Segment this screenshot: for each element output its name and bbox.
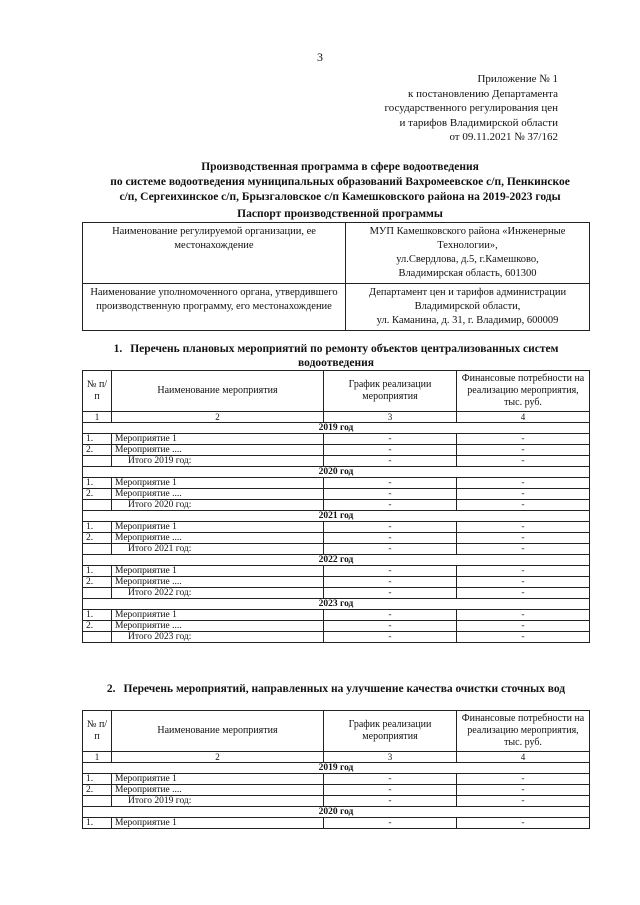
passport-row xyxy=(83,284,590,331)
table-row xyxy=(83,818,590,829)
row-schedule: - xyxy=(324,522,457,533)
title-line: по системе водоотведения муниципальных образований Вахромеевское с/п, Пенкинское xyxy=(110,176,570,188)
year-row xyxy=(83,807,590,818)
year-label: 2019 год xyxy=(83,763,590,774)
row-schedule: - xyxy=(324,533,457,544)
passport-value xyxy=(346,284,590,331)
row-name: Мероприятие 1 xyxy=(112,478,324,489)
table-row xyxy=(83,566,590,577)
total-finance: - xyxy=(457,544,590,555)
row-finance: - xyxy=(457,533,590,544)
row-number: 1. xyxy=(83,434,112,445)
row-schedule: - xyxy=(324,445,457,456)
total-name: Итого 2019 год: xyxy=(112,796,324,807)
row-schedule: - xyxy=(324,774,457,785)
page-number: 3 xyxy=(317,50,323,64)
section-2-table xyxy=(82,710,590,829)
table-header-row xyxy=(83,711,590,752)
row-finance: - xyxy=(457,785,590,796)
row-name: Мероприятие 1 xyxy=(112,434,324,445)
row-name: Мероприятие 1 xyxy=(112,522,324,533)
table-header-row xyxy=(83,371,590,412)
total-name: Итого 2021 год: xyxy=(112,544,324,555)
year-row xyxy=(83,423,590,434)
year-row xyxy=(83,511,590,522)
row-number: 2. xyxy=(83,785,112,796)
total-row xyxy=(83,456,590,467)
total-row xyxy=(83,796,590,807)
table-row xyxy=(83,621,590,632)
row-finance: - xyxy=(457,774,590,785)
row-number: 1. xyxy=(83,566,112,577)
row-name: Мероприятие 1 xyxy=(112,610,324,621)
total-name: Итого 2019 год: xyxy=(112,456,324,467)
total-schedule: - xyxy=(324,632,457,643)
passport-title: Паспорт производственной программы xyxy=(237,208,443,220)
row-number: 1. xyxy=(83,522,112,533)
appendix-block xyxy=(385,72,558,145)
row-finance: - xyxy=(457,478,590,489)
row-number: 1. xyxy=(83,818,112,829)
row-name: Мероприятие .... xyxy=(112,621,324,632)
header-col-number: № п/п xyxy=(83,711,112,752)
row-finance: - xyxy=(457,434,590,445)
section-2-title xyxy=(82,682,590,696)
total-row xyxy=(83,544,590,555)
passport-table xyxy=(82,222,590,331)
passport-value-line: ул.Свердлова, д.5, г.Камешково, xyxy=(396,254,539,265)
header-col-finance: Финансовые потребности на реализацию мероприятия, тыс. руб. xyxy=(457,371,590,412)
year-label: 2023 год xyxy=(83,599,590,610)
row-number: 1. xyxy=(83,610,112,621)
total-name: Итого 2022 год: xyxy=(112,588,324,599)
total-number xyxy=(83,588,112,599)
document-title xyxy=(70,160,610,205)
total-finance: - xyxy=(457,796,590,807)
column-number-row xyxy=(83,752,590,763)
row-name: Мероприятие 1 xyxy=(112,566,324,577)
row-finance: - xyxy=(457,522,590,533)
row-schedule: - xyxy=(324,434,457,445)
passport-label: Наименование уполномоченного органа, утвердившего производственную программу, его местонахождение xyxy=(83,284,346,331)
table-row xyxy=(83,445,590,456)
row-number: 2. xyxy=(83,489,112,500)
row-finance: - xyxy=(457,621,590,632)
section-title-text: Перечень мероприятий, направленных на улучшение качества очистки сточных вод xyxy=(123,683,566,695)
year-row xyxy=(83,763,590,774)
column-number-row xyxy=(83,412,590,423)
header-col-finance: Финансовые потребности на реализацию мероприятия, тыс. руб. xyxy=(457,711,590,752)
passport-row xyxy=(83,223,590,284)
title-line: Производственная программа в сфере водоотведения xyxy=(201,161,479,173)
column-number: 1 xyxy=(83,412,112,423)
row-name: Мероприятие .... xyxy=(112,785,324,796)
total-finance: - xyxy=(457,500,590,511)
total-number xyxy=(83,456,112,467)
column-number: 3 xyxy=(324,412,457,423)
total-row xyxy=(83,500,590,511)
column-number: 4 xyxy=(457,412,590,423)
table-row xyxy=(83,785,590,796)
year-label: 2021 год xyxy=(83,511,590,522)
row-name: Мероприятие .... xyxy=(112,533,324,544)
row-schedule: - xyxy=(324,577,457,588)
column-number: 3 xyxy=(324,752,457,763)
section-title-text: Перечень плановых мероприятий по ремонту объектов централизованных систем водоотведения xyxy=(130,343,559,369)
row-number: 1. xyxy=(83,774,112,785)
row-number: 2. xyxy=(83,533,112,544)
header-col-schedule: График реализации мероприятия xyxy=(324,371,457,412)
year-label: 2020 год xyxy=(83,807,590,818)
row-number: 1. xyxy=(83,478,112,489)
row-number: 2. xyxy=(83,577,112,588)
passport-value-line: Владимирская область, 601300 xyxy=(398,268,537,279)
year-label: 2022 год xyxy=(83,555,590,566)
year-label: 2020 год xyxy=(83,467,590,478)
row-finance: - xyxy=(457,577,590,588)
row-schedule: - xyxy=(324,566,457,577)
row-finance: - xyxy=(457,489,590,500)
year-row xyxy=(83,599,590,610)
row-finance: - xyxy=(457,610,590,621)
section-number: 1. xyxy=(113,343,123,355)
appendix-line: Приложение № 1 xyxy=(477,73,558,85)
passport-value-line: МУП Камешковского района «Инженерные Технологии», xyxy=(369,226,566,251)
appendix-line: и тарифов Владимирской области xyxy=(399,116,558,129)
passport-value-line: Владимирской области, xyxy=(414,301,521,312)
header-col-name: Наименование мероприятия xyxy=(112,711,324,752)
total-schedule: - xyxy=(324,500,457,511)
row-name: Мероприятие 1 xyxy=(112,818,324,829)
total-row xyxy=(83,632,590,643)
row-schedule: - xyxy=(324,621,457,632)
total-name: Итого 2020 год: xyxy=(112,500,324,511)
total-schedule: - xyxy=(324,796,457,807)
total-schedule: - xyxy=(324,588,457,599)
section-1-table xyxy=(82,370,590,643)
total-number xyxy=(83,796,112,807)
year-row xyxy=(83,467,590,478)
table-row xyxy=(83,434,590,445)
row-name: Мероприятие .... xyxy=(112,577,324,588)
header-col-name: Наименование мероприятия xyxy=(112,371,324,412)
column-number: 4 xyxy=(457,752,590,763)
passport-value-line: Департамент цен и тарифов администрации xyxy=(368,287,567,298)
total-number xyxy=(83,632,112,643)
row-schedule: - xyxy=(324,785,457,796)
column-number: 2 xyxy=(112,412,324,423)
table-row xyxy=(83,478,590,489)
total-finance: - xyxy=(457,632,590,643)
total-name: Итого 2023 год: xyxy=(112,632,324,643)
row-schedule: - xyxy=(324,610,457,621)
table-row xyxy=(83,489,590,500)
table-row xyxy=(83,533,590,544)
table-row xyxy=(83,577,590,588)
year-label: 2019 год xyxy=(83,423,590,434)
row-finance: - xyxy=(457,818,590,829)
header-col-schedule: График реализации мероприятия xyxy=(324,711,457,752)
row-name: Мероприятие 1 xyxy=(112,774,324,785)
passport-label: Наименование регулируемой организации, ее местонахождение xyxy=(83,223,346,284)
row-schedule: - xyxy=(324,818,457,829)
row-name: Мероприятие .... xyxy=(112,489,324,500)
passport-value-line: ул. Каманина, д. 31, г. Владимир, 600009 xyxy=(376,315,559,326)
total-number xyxy=(83,544,112,555)
total-finance: - xyxy=(457,456,590,467)
year-row xyxy=(83,555,590,566)
row-schedule: - xyxy=(324,478,457,489)
row-finance: - xyxy=(457,445,590,456)
row-number: 2. xyxy=(83,621,112,632)
appendix-line: от 09.11.2021 № 37/162 xyxy=(449,131,558,143)
column-number: 1 xyxy=(83,752,112,763)
row-finance: - xyxy=(457,566,590,577)
row-schedule: - xyxy=(324,489,457,500)
appendix-line: государственного регулирования цен xyxy=(384,102,558,114)
total-schedule: - xyxy=(324,456,457,467)
total-number xyxy=(83,500,112,511)
passport-value xyxy=(346,223,590,284)
appendix-line: к постановлению Департамента xyxy=(407,87,558,100)
section-1-title xyxy=(82,342,590,370)
table-row xyxy=(83,522,590,533)
table-row xyxy=(83,774,590,785)
header-col-number: № п/п xyxy=(83,371,112,412)
row-name: Мероприятие .... xyxy=(112,445,324,456)
total-schedule: - xyxy=(324,544,457,555)
section-number: 2. xyxy=(106,683,116,695)
row-number: 2. xyxy=(83,445,112,456)
table-row xyxy=(83,610,590,621)
total-finance: - xyxy=(457,588,590,599)
total-row xyxy=(83,588,590,599)
column-number: 2 xyxy=(112,752,324,763)
title-line: с/п, Сергеихинское с/п, Брызгаловское с/п Камешковского района на 2019-2023 годы xyxy=(119,191,561,203)
